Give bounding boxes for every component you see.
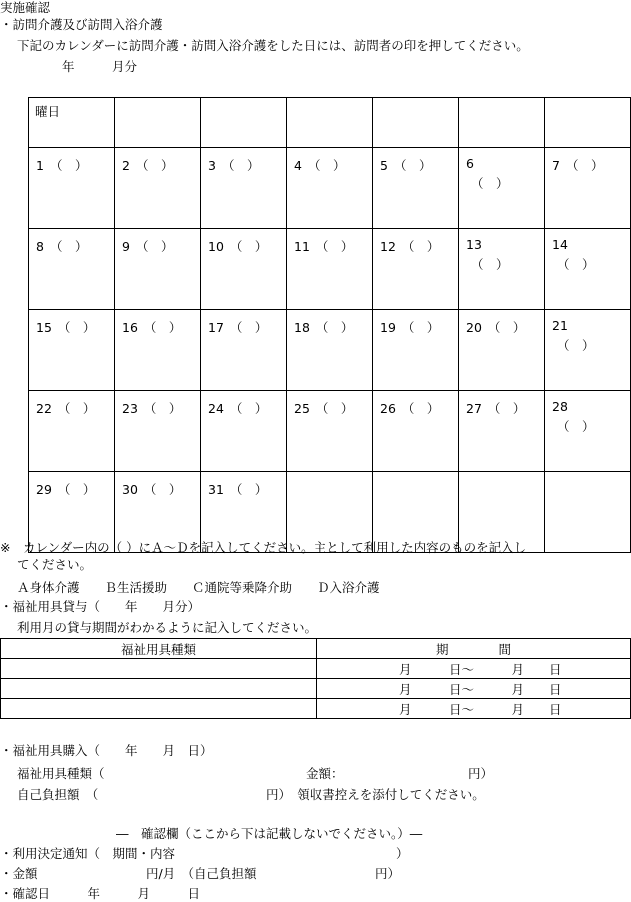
service-code-slot[interactable]: （ ） [401,239,440,254]
calendar-day-number: 18 [294,320,310,335]
calendar-day-cell[interactable] [201,310,287,391]
calendar-day-entry [208,480,267,498]
service-code-slot[interactable]: （ ） [557,257,595,272]
service-code-slot[interactable]: （ ） [57,401,96,416]
calendar-weekday-row [29,98,631,148]
calendar-day-number: 26 [380,401,396,416]
calendar-day-cell[interactable] [29,229,115,310]
service-code-slot[interactable]: （ ） [143,482,182,497]
service-code-slot[interactable]: （ ） [471,257,509,272]
rental-header-row [1,639,631,659]
calendar-day-cell[interactable] [29,310,115,391]
service-code-slot[interactable]: （ ） [229,401,268,416]
calendar-day-entry [552,156,603,174]
visit-care-heading: ・訪問介護及び訪問入浴介護 [0,17,163,32]
visit-calendar [28,97,631,553]
calendar-day-cell[interactable] [201,148,287,229]
calendar-day-entry [122,318,181,336]
calendar-day-cell[interactable] [201,229,287,310]
service-type-options: Ａ身体介護 Ｂ生活援助 Ｃ通院等乗降介助 Ｄ入浴介護 [17,580,380,595]
calendar-note-line2: てください。 [17,557,93,572]
confirm-notice: ・利用決定通知（ 期間・内容 [0,846,176,861]
calendar-day-cell[interactable] [459,310,545,391]
calendar-day-number: 27 [466,401,482,416]
calendar-day-cell[interactable] [545,229,631,310]
rental-type-cell[interactable] [1,699,317,719]
calendar-day-entry [294,399,353,417]
calendar-day-number: 28 [552,399,568,414]
rental-row [1,659,631,679]
calendar-day-entry [380,156,431,174]
calendar-week-row [29,229,631,310]
weekday-cell[interactable] [373,98,459,148]
service-code-slot[interactable]: （ ） [135,158,174,173]
confirm-notice-close: ） [396,846,409,861]
calendar-day-number: 22 [36,401,52,416]
service-code-slot[interactable]: （ ） [487,320,526,335]
calendar-day-entry [208,237,267,255]
purchase-amount-label: 金額： [306,766,344,781]
calendar-day-number: 29 [36,482,52,497]
purchase-heading: ・福祉用具購入（ 年 月 日） [0,743,213,758]
rental-col-type: 福祉用具種類 [1,639,317,659]
page-title: 実施確認 [0,0,51,15]
visit-year-month: 年 月分 [62,59,138,74]
calendar-day-number: 13 [466,237,482,252]
confirm-date: ・確認日 年 月 日 [0,886,201,901]
calendar-day-entry [36,399,95,417]
calendar-day-entry [122,480,181,498]
service-code-slot[interactable]: （ ） [401,401,440,416]
weekday-cell[interactable] [459,98,545,148]
rental-heading: ・福祉用具貸与（ 年 月分） [0,599,201,614]
rental-row [1,679,631,699]
calendar-day-cell[interactable] [287,310,373,391]
calendar-day-cell[interactable] [373,391,459,472]
confirm-amount-close: 円） [375,866,401,881]
purchase-self-pay-unit: 円） 領収書控えを添付してください。 [266,787,485,802]
calendar-week-row [29,310,631,391]
calendar-day-cell[interactable] [287,229,373,310]
calendar-day-number: 9 [122,239,130,254]
calendar-day-entry [208,399,267,417]
calendar-day-entry [36,237,87,255]
calendar-day-entry [294,318,353,336]
rental-period-cell[interactable]: 月 日～ 月 日 [317,659,631,679]
calendar-day-entry [208,318,267,336]
rental-table [0,638,631,719]
calendar-day-number: 31 [208,482,224,497]
weekday-cell[interactable] [201,98,287,148]
service-code-slot[interactable]: （ ） [401,320,440,335]
rental-instruction: 利用月の貸与期間がわかるように記入してください。 [17,620,318,635]
service-code-slot[interactable]: （ ） [57,482,96,497]
calendar-day-number: 15 [36,320,52,335]
calendar-day-entry [294,156,345,174]
calendar-day-cell[interactable] [459,148,545,229]
service-code-slot[interactable]: （ ） [229,482,268,497]
calendar-day-cell[interactable] [545,391,631,472]
calendar-day-entry [122,237,173,255]
service-code-slot[interactable]: （ ） [221,158,260,173]
service-code-slot[interactable]: （ ） [143,320,182,335]
weekday-label: 曜日 [35,104,61,119]
calendar-day-number: 3 [208,158,216,173]
calendar-day-entry [36,480,95,498]
rental-type-cell[interactable] [1,679,317,699]
service-code-slot[interactable]: （ ） [135,239,174,254]
purchase-self-pay-label: 自己負担額 （ [17,787,99,802]
calendar-day-cell[interactable] [459,391,545,472]
weekday-cell[interactable] [545,98,631,148]
calendar-day-number: 6 [466,156,474,171]
calendar-day-cell[interactable] [373,148,459,229]
calendar-day-number: 21 [552,318,568,333]
calendar-day-number: 1 [36,158,44,173]
calendar-week-row [29,148,631,229]
calendar-day-cell[interactable] [29,148,115,229]
calendar-week-row [29,391,631,472]
calendar-day-cell[interactable] [459,229,545,310]
confirm-amount: ・金額 [0,866,38,881]
calendar-note-line1: ※ カレンダー内の（ ）にＡ～Ｄを記入してください。主として利用した内容のものを記入し [0,540,527,555]
purchase-amount-unit: 円） [468,766,494,781]
service-code-slot[interactable]: （ ） [315,239,354,254]
calendar-day-cell[interactable] [115,148,201,229]
calendar-day-cell[interactable] [545,472,631,553]
calendar-day-cell[interactable] [201,391,287,472]
calendar-day-number: 23 [122,401,138,416]
service-code-slot[interactable]: （ ） [315,320,354,335]
calendar-day-number: 24 [208,401,224,416]
visit-care-instruction: 下記のカレンダーに訪問介護・訪問入浴介護をした日には、訪問者の印を押してください。 [17,38,529,53]
calendar-day-number: 12 [380,239,396,254]
service-code-slot[interactable]: （ ） [557,338,595,353]
calendar-day-number: 14 [552,237,568,252]
service-code-slot[interactable]: （ ） [229,239,268,254]
service-code-slot[interactable]: （ ） [229,320,268,335]
service-code-slot[interactable]: （ ） [565,158,604,173]
calendar-day-entry [36,156,87,174]
calendar-day-entry [122,399,181,417]
rental-period-cell[interactable]: 月 日～ 月 日 [317,699,631,719]
weekday-label-cell [29,98,115,148]
calendar-day-number: 30 [122,482,138,497]
calendar-day-number: 16 [122,320,138,335]
service-code-slot[interactable]: （ ） [315,401,354,416]
confirm-amount-unit: 円/月 （自己負担額 [146,866,257,881]
service-code-slot[interactable]: （ ） [49,239,88,254]
calendar-day-number: 25 [294,401,310,416]
calendar-day-entry [36,318,95,336]
calendar-day-cell[interactable] [115,310,201,391]
calendar-day-cell[interactable] [373,310,459,391]
calendar-day-entry [380,237,439,255]
calendar-day-entry [466,399,525,417]
calendar-day-cell[interactable] [29,391,115,472]
calendar-day-number: 17 [208,320,224,335]
calendar-day-number: 20 [466,320,482,335]
rental-col-period: 期 間 [317,639,631,659]
calendar-day-entry [122,156,173,174]
service-code-slot[interactable]: （ ） [393,158,432,173]
calendar-day-entry [380,399,439,417]
calendar-day-number: 4 [294,158,302,173]
calendar-day-cell[interactable] [545,148,631,229]
calendar-day-entry [466,318,525,336]
calendar-day-cell[interactable] [545,310,631,391]
rental-period-cell[interactable]: 月 日～ 月 日 [317,679,631,699]
service-code-slot[interactable]: （ ） [57,320,96,335]
weekday-cell[interactable] [115,98,201,148]
calendar-day-entry [294,237,353,255]
calendar-day-entry [380,318,439,336]
calendar-day-cell[interactable] [373,229,459,310]
calendar-day-number: 8 [36,239,44,254]
calendar-day-number: 10 [208,239,224,254]
service-code-slot[interactable]: （ ） [557,419,595,434]
calendar-day-cell[interactable] [115,229,201,310]
service-code-slot[interactable]: （ ） [487,401,526,416]
service-code-slot[interactable]: （ ） [49,158,88,173]
service-code-slot[interactable]: （ ） [307,158,346,173]
calendar-day-cell[interactable] [287,391,373,472]
calendar-day-entry [208,156,259,174]
service-code-slot[interactable]: （ ） [143,401,182,416]
weekday-cell[interactable] [287,98,373,148]
calendar-day-number: 7 [552,158,560,173]
rental-type-cell[interactable] [1,659,317,679]
calendar-day-number: 19 [380,320,396,335]
purchase-type-label: 福祉用具種類（ [17,766,105,781]
calendar-day-number: 2 [122,158,130,173]
calendar-day-cell[interactable] [115,391,201,472]
confirm-heading: ― 確認欄（ここから下は記載しないでください。）― [116,826,423,841]
rental-row [1,699,631,719]
calendar-day-number: 11 [294,239,310,254]
calendar-day-number: 5 [380,158,388,173]
service-code-slot[interactable]: （ ） [471,176,509,191]
calendar-day-cell[interactable] [287,148,373,229]
